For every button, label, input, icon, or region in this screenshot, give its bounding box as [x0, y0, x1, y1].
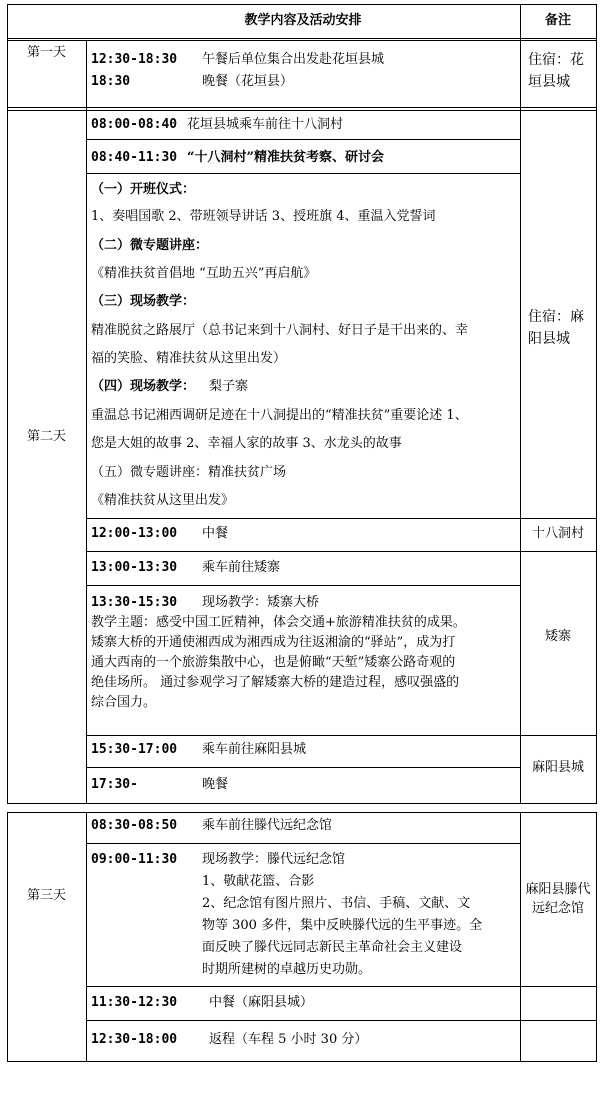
section-3-title: （三）现场教学：: [91, 294, 196, 309]
aizhai-line-4: 绝佳场所。 通过参观学习了解矮寨大桥的建造过程，感叹强盛的: [91, 675, 460, 690]
day1-text-2: 晚餐（花垣县）: [202, 74, 294, 89]
day2-text-1: 花垣县城乘车前往十八洞村: [187, 117, 344, 132]
day2-note-lunch: 十八洞村: [531, 526, 584, 541]
day2-note-aizhai: 矮寨: [544, 629, 571, 644]
section-4-text-1: 重温总书记湘西调研足迹在十八洞提出的“精准扶贫”重要论述 1、: [91, 408, 468, 423]
aizhai-line-5: 综合国力。: [91, 695, 157, 710]
section-2-title: （二）微专题讲座：: [91, 238, 209, 253]
day3-label: 第三天: [26, 888, 66, 903]
museum-line-4: 面反映了滕代远同志新民主革命社会主义建设: [202, 940, 463, 955]
header-content: 教学内容及活动安排: [244, 13, 362, 28]
museum-line-3: 物等 300 多件，集中反映滕代远的生平事迹。全: [202, 918, 483, 933]
day1-time-1: 12:30-18:30: [91, 52, 178, 67]
day2-time-2: 08:40-11:30: [91, 150, 178, 165]
day2-text-3: 中餐: [202, 526, 229, 541]
section-3-text-2: 福的笑脸、精准扶贫从这里出发）: [91, 351, 287, 366]
day3-text-1: 乘车前往滕代远纪念馆: [202, 818, 333, 833]
section-1-text: 1、奏唱国歌 2、带班领导讲话 3、授班旗 4、重温入党誓词: [91, 209, 436, 224]
aizhai-line-3: 通大西南的一个旅游集散中心，也是俯瞰“天堑”矮寨公路奇观的: [91, 655, 456, 670]
section-5-text: 《精准扶贫从这里出发》: [91, 493, 235, 508]
day2-time-6: 15:30-17:00: [91, 742, 178, 757]
aizhai-line-1: 教学主题：感受中国工匠精神，体会交通+旅游精准扶贫的成果。: [91, 615, 466, 630]
section-4-title: （四）现场教学：: [91, 379, 196, 394]
section-3-text-1: 精准脱贫之路展厅（总书记来到十八洞村、好日子是干出来的、幸: [91, 323, 469, 338]
day1-label: 第一天: [26, 45, 66, 60]
day3-text-3: 中餐（麻阳县城）: [209, 995, 314, 1010]
day2-note-main: 住宿：麻阳县城: [528, 309, 584, 347]
museum-line-2: 2、纪念馆有图片照片、书信、手稿、文献、文: [202, 896, 471, 911]
day2-text-7: 晚餐: [202, 777, 229, 792]
day3-time-2: 09:00-11:30: [91, 852, 178, 867]
day2-time-3: 12:00-13:00: [91, 526, 178, 541]
section-1-title: （一）开班仪式：: [91, 182, 196, 197]
day1-time-2: 18:30: [91, 74, 131, 89]
day2-time-1: 08:00-08:40: [91, 117, 178, 132]
day2-time-4: 13:00-13:30: [91, 560, 178, 575]
aizhai-line-2: 矮寨大桥的开通使湘西成为湘西成为往返湘渝的“驿站”，成为打: [91, 635, 456, 650]
day2-text-2: “十八洞村”精准扶贫考察、研讨会: [187, 150, 384, 165]
section-4-text-2: 您是大姐的故事 2、幸福人家的故事 3、水龙头的故事: [91, 436, 402, 451]
day3-text-4: 返程（车程 5 小时 30 分）: [209, 1032, 368, 1047]
day3-text-2: 现场教学：滕代远纪念馆: [202, 852, 346, 867]
section-2-text: 《精准扶贫首倡地 “互助五兴”再启航》: [91, 266, 317, 281]
day3-time-3: 11:30-12:30: [91, 995, 178, 1010]
day1-note: 住宿：花垣县城: [528, 52, 584, 90]
header-note: 备注: [544, 13, 571, 28]
museum-line-5: 时期所建树的卓越历史功勋。: [202, 962, 372, 977]
day3-note: 麻阳县滕代远纪念馆: [525, 882, 591, 916]
day3-time-4: 12:30-18:00: [91, 1032, 178, 1047]
day2-note-mayang: 麻阳县城: [531, 760, 584, 775]
day2-time-7: 17:30-: [91, 777, 138, 792]
day2-label: 第二天: [26, 429, 66, 444]
day1-text-1: 午餐后单位集合出发赴花垣县城: [202, 52, 385, 67]
museum-line-1: 1、敬献花篮、合影: [202, 874, 315, 889]
day2-text-6: 乘车前往麻阳县城: [202, 742, 307, 757]
section-5-title: （五）微专题讲座：精准扶贫广场: [91, 465, 287, 480]
day2-time-5: 13:30-15:30: [91, 595, 178, 610]
day2-text-5: 现场教学：矮寨大桥: [202, 595, 320, 610]
day2-text-4: 乘车前往矮寨: [202, 560, 281, 575]
section-4-place: 梨子寨: [209, 379, 249, 394]
day3-time-1: 08:30-08:50: [91, 818, 178, 833]
